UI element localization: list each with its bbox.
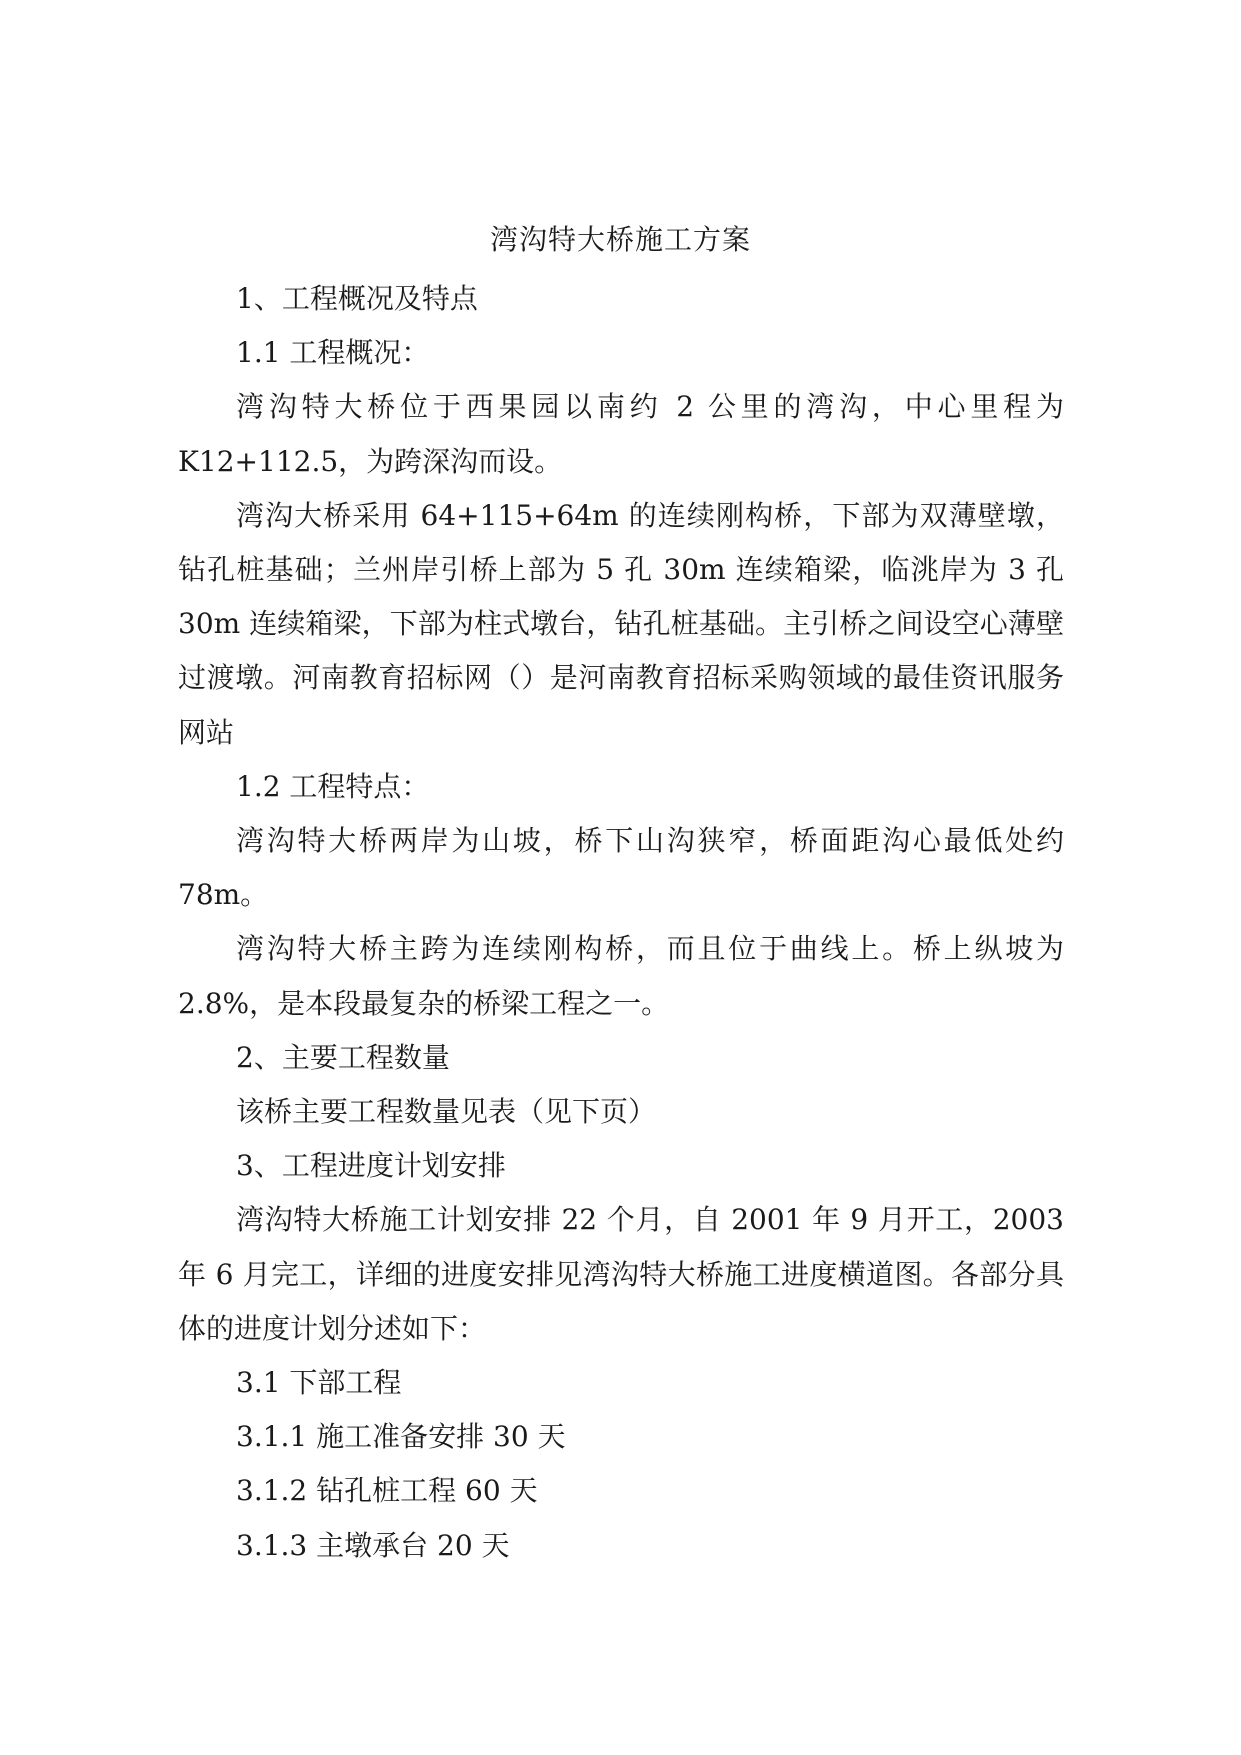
- section-heading-1: 1、工程概况及特点: [236, 282, 478, 315]
- subsection-heading-3-1: 3.1 下部工程: [236, 1366, 402, 1400]
- paragraph-schedule: 湾沟特大桥施工计划安排 22 个月，自 2001 年 9 月开工，2003 年 6 月完工，详细的进度安排见湾沟特大桥施工进度横道图。各部分具体的进度计划分述如下：: [178, 1203, 1064, 1345]
- document-title: 湾沟特大桥施工方案: [489, 223, 751, 256]
- schedule-item-3-1-2: 3.1.2 钻孔桩工程 60 天: [236, 1474, 538, 1508]
- paragraph-structure: 湾沟大桥采用 64+115+64m 的连续刚构桥，下部为双薄壁墩，钻孔桩基础；兰州岸引桥上部为 5 孔 30m 连续箱梁，临洮岸为 3 孔 30m 连续箱梁，下部为柱式墩台，钻孔桩基础。主引桥之间设空心薄壁过渡墩。河南教育招标网（）是河南教育招标采购领域的最佳资讯服务网站: [178, 498, 1064, 749]
- section-heading-2: 2、主要工程数量: [236, 1040, 450, 1074]
- paragraph-main-span: 湾沟特大桥主跨为连续刚构桥，而且位于曲线上。桥上纵坡为 2.8%，是本段最复杂的桥梁工程之一。: [178, 932, 1064, 1020]
- document-body: [178, 272, 1064, 1573]
- subsection-heading-1-1: 1.1 工程概况：: [236, 336, 430, 370]
- section-heading-3: 3、工程进度计划安排: [236, 1149, 506, 1183]
- paragraph-terrain: 湾沟特大桥两岸为山坡，桥下山沟狭窄，桥面距沟心最低处约 78m。: [178, 824, 1064, 912]
- paragraph-quantity-table-ref: 该桥主要工程数量见表（见下页）: [236, 1095, 657, 1129]
- schedule-item-3-1-1: 3.1.1 施工准备安排 30 天: [236, 1420, 566, 1454]
- paragraph-location: 湾沟特大桥位于西果园以南约 2 公里的湾沟，中心里程为 K12+112.5，为跨深沟而设。: [178, 390, 1064, 478]
- subsection-heading-1-2: 1.2 工程特点：: [236, 769, 430, 803]
- schedule-item-3-1-3: 3.1.3 主墩承台 20 天: [236, 1528, 510, 1562]
